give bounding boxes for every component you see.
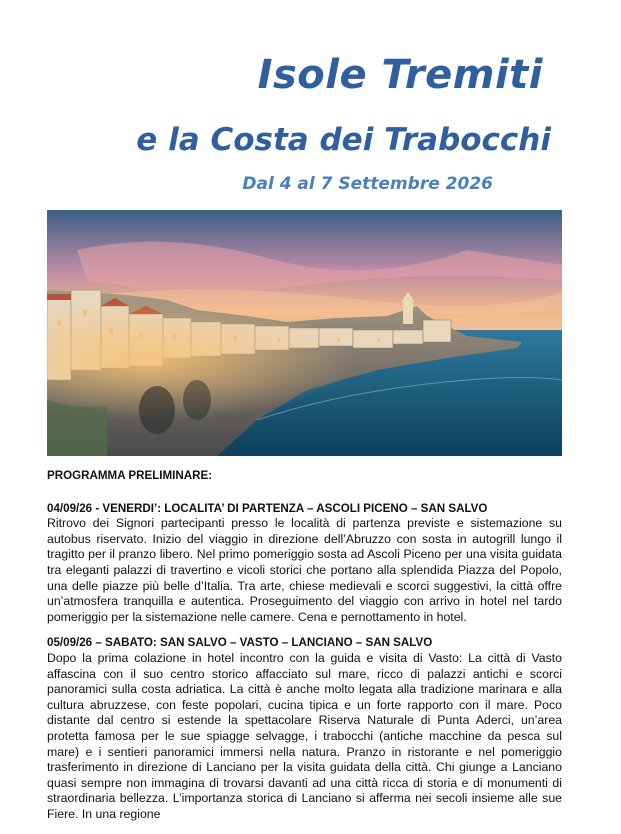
program-heading: PROGRAMMA PRELIMINARE:	[47, 469, 213, 482]
title-line2: e la Costa dei Trabocchi	[136, 122, 551, 158]
program-content	[47, 468, 562, 832]
hero-photo-vieste-coast	[47, 210, 562, 456]
day-1-title: 04/09/26 - VENERDI’: LOCALITA’ DI PARTENZA – ASCOLI PICENO – SAN SALVO	[47, 501, 488, 515]
hero-illustration	[47, 210, 562, 456]
day-2-text: Dopo la prima colazione in hotel incontro con la guida e visita di Vasto: La città di Vasto affascina con il suo centro storico affacciato sul mare, ricco di palazzi antichi e scorci panoramici sulla costa adriatica. La città è anche molto legata alla tradizione marinara e alla cultura abruzzese, con feste popolari, cucina tipica e un forte rapporto con il mare. Poco distante dal centro si estende la spettacolare Riserva Naturale di Punta Aderci, un’area protetta famosa per le sue spiagge selvagge, i trabocchi (antiche macchine da pesca sul mare) e i sentieri panoramici immersi nella natura. Pranzo in ristorante e nel pomeriggio trasferimento in direzione di Lanciano per la visita guidata della città. Chi giunge a Lanciano quasi sempre non immagina di trovarsi davanti ad una città ricca di storia e di monumenti di straordinaria bellezza. L’importanza storica di Lanciano si afferma nei secoli insieme alle sue Fiere. In una regione	[47, 650, 562, 821]
trip-dates: Dal 4 al 7 Settembre 2026	[242, 174, 493, 194]
day-1-text: Ritrovo dei Signori partecipanti presso le località di partenza previste e sistemazione su autobus riservato. Inizio del viaggio in direzione dell’Abruzzo con sosta in autogrill lungo il tragitto per il pranzo libero. Nel primo pomeriggio sosta ad Ascoli Piceno per una visita guidata tra eleganti palazzi di travertino e vicoli storici che portano alla splendida Piazza del Popolo, una delle piazze più belle d’Italia. Tra arte, chiese medievali e scorci suggestivi, la città offre un’atmosfera tranquilla e autentica. Proseguimento del viaggio con arrivo in hotel nel tardo pomeriggio per la sistemazione nelle camere. Cena e pernottamento in hotel.	[47, 516, 562, 624]
title-line1: Isole Tremiti	[257, 52, 543, 98]
day-2-title: 05/09/26 – SABATO: SAN SALVO – VASTO – LANCIANO – SAN SALVO	[47, 636, 433, 650]
